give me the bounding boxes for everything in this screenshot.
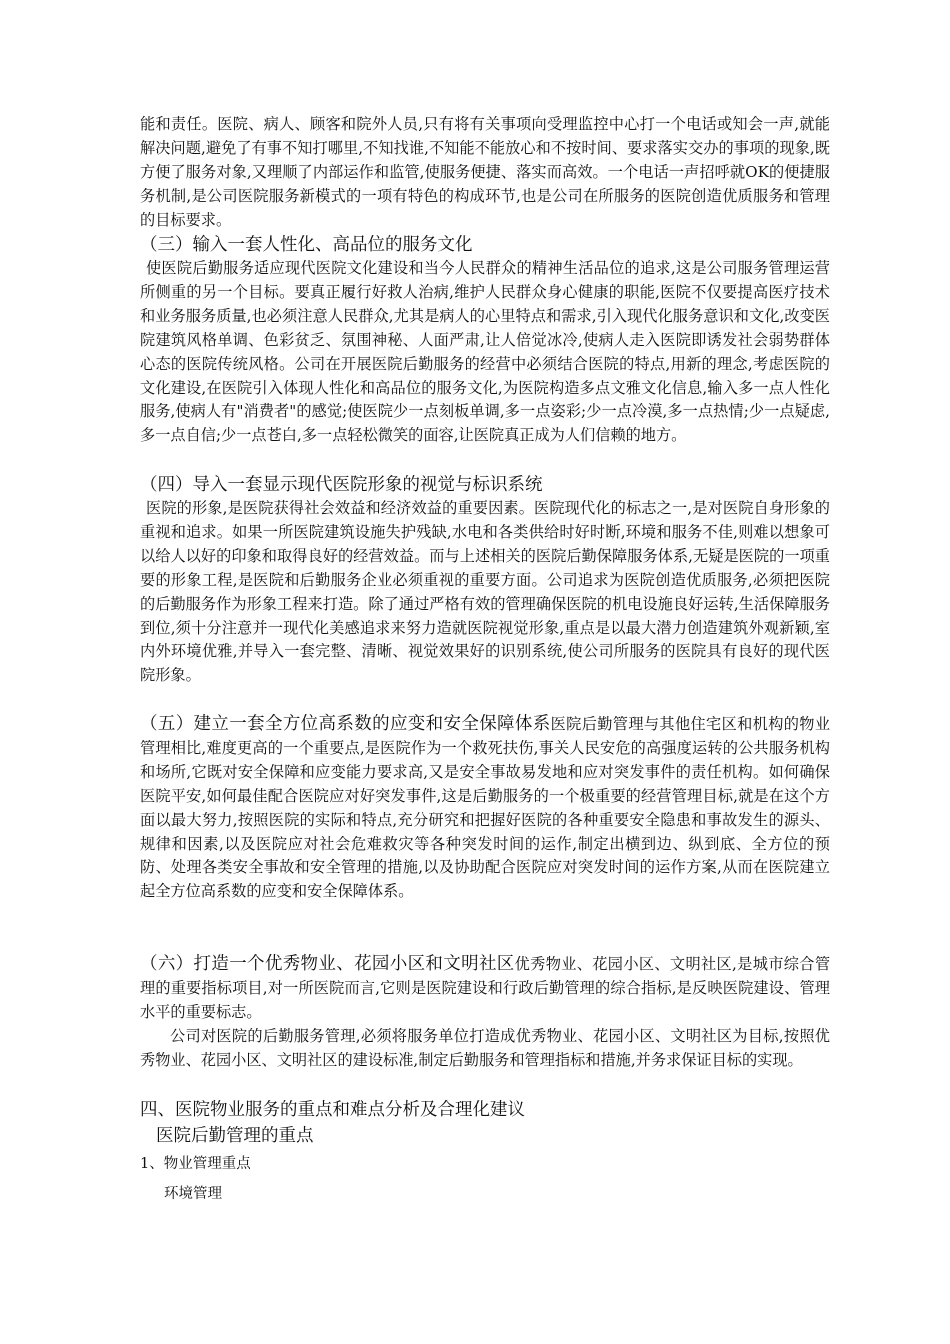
paragraph-section-4: 医院的形象,是医院获得社会效益和经济效益的重要因素。医院现代化的标志之一,是对医院自身形象的重视和追求。如果一所医院建筑设施失护残缺,水电和各类供给时好时断,环境和服务不佳,则难以想象可以给人以好的印象和取得良好的经营效益。而与上述相关的医院后勤保障服务体系,无疑是医院的一项重要的形象工程,是医院和后勤服务企业必须重视的重要方面。公司追求为医院创造优质服务,必须把医院的后勤服务作为形象工程来打造。除了通过严格有效的管理确保医院的机电设施良好运转,生活保障服务到位,须十分注意并一现代化美感追求来努力造就医院视觉形象,重点是以最大潜力创造建筑外观新颖,室内外环境优雅,并导入一套完整、清晰、视觉效果好的识别系统,使公司所服务的医院具有良好的现代医院形象。	[140, 499, 830, 685]
document-page	[140, 113, 830, 1209]
subheading-key-points: 医院后勤管理的重点	[156, 1126, 314, 1146]
heading-part-4: 四、医院物业服务的重点和难点分析及合理化建议	[140, 1100, 525, 1120]
paragraph-section-5	[140, 713, 830, 953]
list-item-environment-management: 环境管理	[164, 1186, 222, 1202]
heading-section-3: （三）输入一套人性化、高品位的服务文化	[140, 235, 473, 255]
paragraph-section-5-body: 医院后勤管理与其他住宅区和机构的物业管理相比,难度更高的一个重要点,是医院作为一个救死扶伤,事关人民安危的高强度运转的公共服务机构和场所,它既对安全保障和应变能力要求高,又是安全事故易发地和应对突发事件的责任机构。如何确保医院平安,如何最佳配合医院应对好突发事件,这是后勤服务的一个极重要的经营管理目标,就是在这个方面以最大努力,按照医院的实际和特点,充分研究和把握好医院的各种重要安全隐患和事故发生的源头、规律和因素,以及医院应对社会危难救灾等各种突发时间的运作,制定出横到边、纵到底、全方位的预防、处理各类安全事故和安全管理的措施,以及协助配合医院应对突发时间的运作方案,从而在医院建立起全方位高系数的应变和安全保障体系。	[140, 715, 831, 901]
paragraph-section-6-body: 优秀物业、花园小区、文明社区,是城市综合管理的重要指标项目,对一所医院而言,它则是医院建设和行政后勤管理的综合指标,是反映医院建设、管理水平的重要标志。	[140, 955, 831, 1021]
paragraph-intro: 能和责任。医院、病人、顾客和院外人员,只有将有关事项向受理监控中心打一个电话或知会一声,就能解决问题,避免了有事不知打哪里,不知找谁,不知能不能放心和不按时间、要求落实交办的事项的现象,既方便了服务对象,又理顺了内部运作和监管,使服务便捷、落实而高效。一个电话一声招呼就OK的便捷服务机制,是公司医院服务新模式的一项有特色的构成环节,也是公司在所服务的医院创造优质服务和管理的目标要求。	[140, 115, 830, 229]
paragraph-section-3: 使医院后勤服务适应现代医院文化建设和当今人民群众的精神生活品位的追求,这是公司服务管理运营所侧重的另一个目标。要真正履行好救人治病,维护人民群众身心健康的职能,医院不仅要提高医疗技术和业务服务质量,也必须注意人民群众,尤其是病人的心里特点和需求,引入现代化服务意识和文化,改变医院建筑风格单调、色彩贫乏、氛围神秘、人面严肃,让人倍觉冰冷,使病人走入医院即诱发社会弱势群体心态的医院传统风格。公司在开展医院后勤服务的经营中必须结合医院的特点,用新的理念,考虑医院的文化建设,在医院引入体现人性化和高品位的服务文化,为医院构造多点文雅文化信息,输入多一点人性化服务,使病人有"消费者"的感觉;使医院少一点刻板单调,多一点姿彩;少一点冷漠,多一点热情;少一点疑虑,多一点自信;少一点苍白,多一点轻松微笑的面容,让医院真正成为人们信赖的地方。	[140, 259, 830, 445]
heading-section-6: （六）打造一个优秀物业、花园小区和文明社区	[140, 954, 515, 974]
paragraph-company-goal: 公司对医院的后勤服务管理,必须将服务单位打造成优秀物业、花园小区、文明社区为目标,按照优秀物业、花园小区、文明社区的建设标准,制定后勤服务和管理指标和措施,并务求保证目标的实现。	[140, 1027, 830, 1069]
heading-section-5: （五）建立一套全方位高系数的应变和安全保障体系	[140, 714, 551, 734]
paragraph-section-6	[140, 953, 830, 1025]
heading-section-4: （四）导入一套显示现代医院形象的视觉与标识系统	[140, 475, 543, 495]
list-item-property-management: 1、物业管理重点	[140, 1156, 251, 1172]
